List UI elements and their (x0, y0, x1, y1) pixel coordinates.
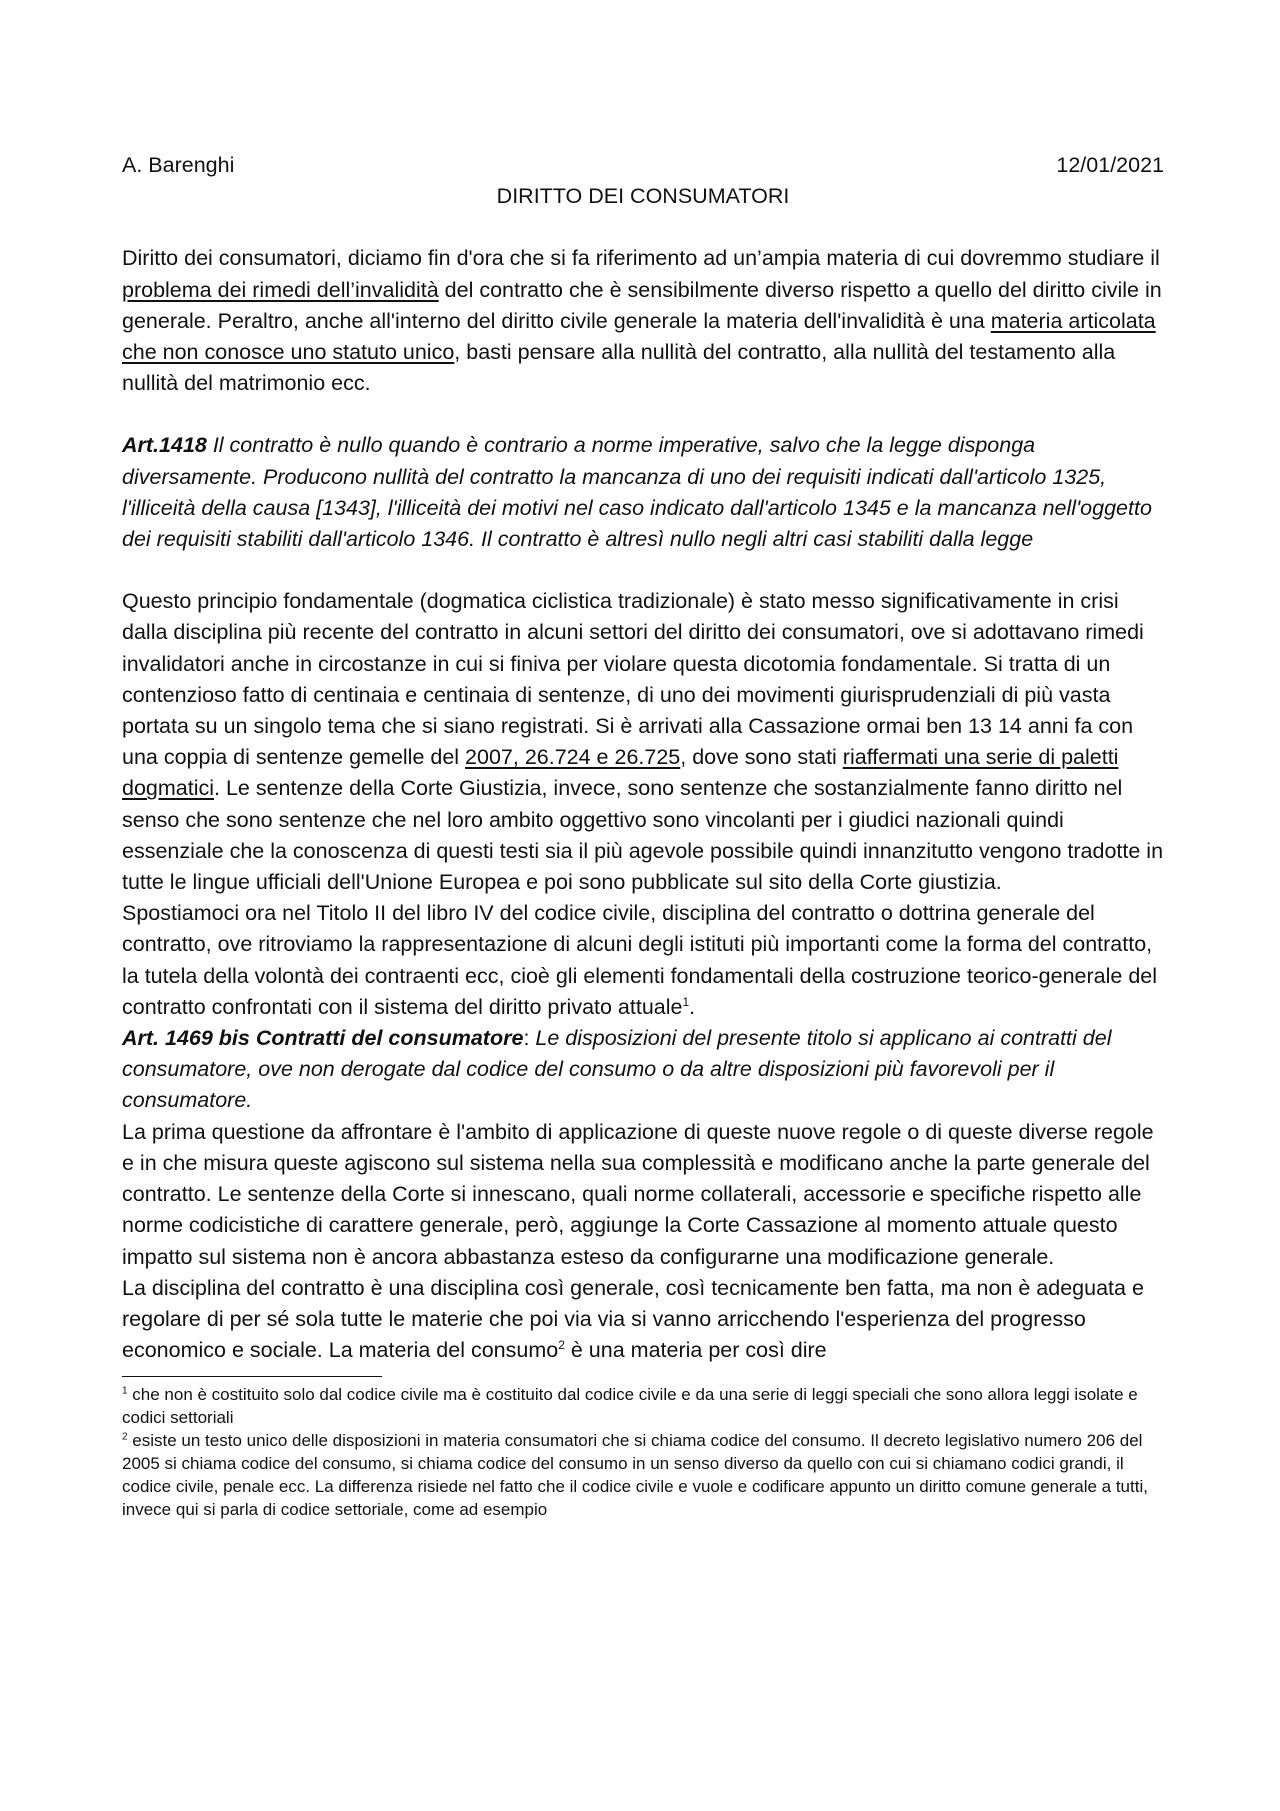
paragraph-disciplina: La disciplina del contratto è una disciplina così generale, così tecnicamente ben fatta, ma non è adeguata e regolare di per sé sola tutte le materie che poi via via si vanno arricchendo l'esperienza del progresso economico e sociale. La materia del consumo$^2$ è una materia per così dire (122, 1275, 1144, 1363)
paragraph-intro: Diritto dei consumatori, diciamo fin d'ora che si fa riferimento ad un’ampia materia di cui dovremmo studiare il problema dei rimedi dell’invalidità del contratto che è sensibilmente diverso rispetto a quello del diritto civile in generale. Peraltro, anche all'interno del diritto civile generale la materia dell'invalidità è una materia articolata che non conosce uno statuto unico, basti pensare alla nullità del contratto, alla nullità del testamento alla nullità del matrimonio ecc. (122, 246, 1162, 396)
footnotes (122, 1383, 1164, 1521)
underlined-phrase: materia articolata che non conosce uno statuto unico (122, 308, 1156, 365)
underlined-phrase: problema dei rimedi dell’invalidità (122, 277, 439, 302)
date: 12/01/2021 (1056, 153, 1164, 177)
article-label: Art. 1469 bis Contratti del consumatore (122, 1026, 524, 1051)
footnote-ref: 2 (558, 1337, 565, 1352)
footnote-separator (122, 1376, 382, 1377)
footnote-ref: 1 (682, 994, 690, 1009)
author: A. Barenghi (122, 153, 235, 177)
article-1469-bis: Art. 1469 bis Contratti del consumatore: Le disposizioni del presente titolo si applicano ai contratti del consumatore, ove non derogate dal codice del consumo o da altre disposizioni più favorevoli per il consumatore. (122, 1026, 1112, 1113)
paragraph-titolo-ii: Spostiamoci ora nel Titolo II del libro IV del codice civile, disciplina del contratto o dottrina generale del contratto, ove ritroviamo la rappresentazione di alcuni degli istituti più importanti come la forma del contratto, la tutela della volontà dei contraenti ecc, cioè gli elementi fondamentali della costruzione teorico-generale del contratto confrontati con il sistema del diritto privato attuale$^1$. (122, 901, 1158, 1019)
article-label: Art.1418 (122, 433, 207, 458)
paragraph-principle: Questo principio fondamentale (dogmatica ciclistica tradizionale) è stato messo significativamente in crisi dalla disciplina più recente del contratto in alcuni settori del diritto dei consumatori, ove si adottavano rimedi invalidatori anche in circostanze in cui si finiva per violare questa dicotomia fondamentale. Si tratta di un contenzioso fatto di centinaia e centinaia di sentenze, di uno dei movimenti giurisprudenziali di più vasta portata su un singolo tema che si siano registrati. Si è arrivati alla Cassazione ormai ben 13 14 anni fa con una coppia di sentenze gemelle del 2007, 26.724 e 26.725, dove sono stati riaffermati una serie di paletti dogmatici. Le sentenze della Corte Giustizia, invece, sono sentenze che sostanzialmente fanno diritto nel senso che sono sentenze che nel loro ambito oggettivo sono vincolanti per i giudici nazionali quindi essenziale che la conoscenza di questi testi sia il più agevole possibile quindi innanzitutto vengono tradotte in tutte le lingue ufficiali dell'Unione Europea e poi sono pubblicate sul sito della Corte giustizia. (122, 589, 1164, 895)
underlined-phrase: riaffermati una serie di paletti dogmatici (122, 745, 1119, 801)
header-row (122, 150, 1164, 181)
footnote-1: $^1$ che non è costituito solo dal codice civile ma è costituito dal codice civile e da una serie di leggi speciali che sono allora leggi isolate e codici settoriali (122, 1385, 1138, 1428)
document-page (122, 150, 1164, 1521)
document-title: DIRITTO DEI CONSUMATORI (496, 184, 790, 209)
paragraph-ambito: La prima questione da affrontare è l'ambito di applicazione di queste nuove regole o di queste diverse regole e in che misura queste agiscono sul sistema nella sua complessità e modificano anche la parte generale del contratto. Le sentenze della Corte si innescano, quali norme collaterali, accessorie e specifiche rispetto alle norme codicistiche di carattere generale, però, aggiunge la Corte Cassazione al momento attuale questo impatto sul sistema non è ancora abbastanza esteso da configurarne una modificazione generale. (122, 1119, 1154, 1269)
underlined-phrase: 2007, 26.724 e 26.725 (465, 745, 681, 770)
footnote-2: $^2$ esiste un testo unico delle disposizioni in materia consumatori che si chiama codice del consumo. Il decreto legislativo numero 206 del 2005 si chiama codice del consumo, si chiama codice del consumo in un senso diverso da quello con cui si chiamano codici grandi, il codice civile, penale ecc. La differenza risiede nel fatto che il codice civile e vuole e codificare appunto un diritto comune generale a tutti, invece qui si parla di codice settoriale, come ad esempio (122, 1431, 1148, 1520)
article-1418: Art.1418 Il contratto è nullo quando è contrario a norme imperative, salvo che la legge disponga diversamente. Producono nullità del contratto la mancanza di uno dei requisiti indicati dall'articolo 1325, l'illiceità della causa [1343], l'illiceità dei motivi nel caso indicato dall'articolo 1345 e la mancanza nell'oggetto dei requisiti stabiliti dall'articolo 1346. Il contratto è altresì nullo negli altri casi stabiliti dalla legge (122, 433, 1152, 552)
